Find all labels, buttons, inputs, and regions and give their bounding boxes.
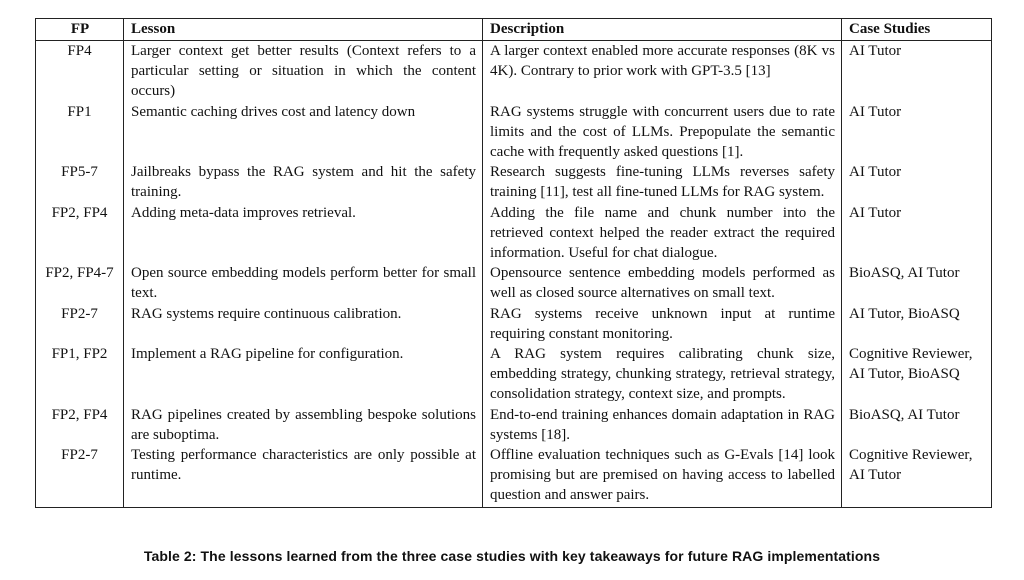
header-fp: FP (36, 19, 124, 41)
cell-case-studies: BioASQ, AI Tutor (842, 405, 992, 445)
cell-case-studies: AI Tutor (842, 203, 992, 264)
table-row (36, 304, 992, 344)
table-row (36, 405, 992, 445)
table-row (36, 344, 992, 405)
table-header-row (36, 19, 992, 41)
table-row (36, 203, 992, 264)
cell-case-studies: AI Tutor (842, 102, 992, 163)
table-row (36, 41, 992, 102)
cell-case-studies: Cognitive Reviewer, AI Tutor, BioASQ (842, 344, 992, 405)
cell-case-studies: AI Tutor (842, 41, 992, 102)
header-description: Description (483, 19, 842, 41)
cell-description: A larger context enabled more accurate responses (8K vs 4K). Contrary to prior work with GPT-3.5 [13] (483, 41, 842, 102)
cell-fp: FP2, FP4 (36, 203, 124, 264)
cell-lesson: Implement a RAG pipeline for configuration. (124, 344, 483, 405)
cell-description: A RAG system requires calibrating chunk size, embedding strategy, chunking strategy, retrieval strategy, consolidation strategy, context size, and prompts. (483, 344, 842, 405)
cell-description: Offline evaluation techniques such as G-Evals [14] look promising but are premised on having access to labelled question and answer pairs. (483, 445, 842, 507)
table-row (36, 263, 992, 303)
cell-description: RAG systems struggle with concurrent users due to rate limits and the cost of LLMs. Prepopulate the semantic cache with frequently asked questions [1]. (483, 102, 842, 163)
table-row (36, 445, 992, 507)
cell-fp: FP2-7 (36, 304, 124, 344)
table-row (36, 102, 992, 163)
cell-lesson: Adding meta-data improves retrieval. (124, 203, 483, 264)
cell-lesson: Open source embedding models perform better for small text. (124, 263, 483, 303)
header-case-studies: Case Studies (842, 19, 992, 41)
header-lesson: Lesson (124, 19, 483, 41)
cell-fp: FP2-7 (36, 445, 124, 507)
cell-lesson: Larger context get better results (Context refers to a particular setting or situation in which the content occurs) (124, 41, 483, 102)
cell-fp: FP1, FP2 (36, 344, 124, 405)
lessons-table (35, 18, 992, 508)
cell-fp: FP1 (36, 102, 124, 163)
cell-description: End-to-end training enhances domain adaptation in RAG systems [18]. (483, 405, 842, 445)
cell-lesson: Testing performance characteristics are only possible at runtime. (124, 445, 483, 507)
cell-description: RAG systems receive unknown input at runtime requiring constant monitoring. (483, 304, 842, 344)
cell-lesson: Jailbreaks bypass the RAG system and hit the safety training. (124, 162, 483, 202)
cell-description: Adding the file name and chunk number into the retrieved context helped the reader extract the required information. Useful for chat dialogue. (483, 203, 842, 264)
cell-case-studies: BioASQ, AI Tutor (842, 263, 992, 303)
cell-fp: FP5-7 (36, 162, 124, 202)
cell-fp: FP2, FP4 (36, 405, 124, 445)
table-caption: Table 2: The lessons learned from the three case studies with key takeaways for future RAG implementations (143, 548, 881, 564)
cell-case-studies: Cognitive Reviewer, AI Tutor (842, 445, 992, 507)
cell-lesson: Semantic caching drives cost and latency down (124, 102, 483, 163)
table-row (36, 162, 992, 202)
lessons-table-container (35, 18, 991, 508)
cell-description: Opensource sentence embedding models performed as well as closed source alternatives on small text. (483, 263, 842, 303)
cell-case-studies: AI Tutor, BioASQ (842, 304, 992, 344)
cell-description: Research suggests fine-tuning LLMs reverses safety training [11], test all fine-tuned LLMs for RAG system. (483, 162, 842, 202)
cell-fp: FP4 (36, 41, 124, 102)
cell-lesson: RAG pipelines created by assembling bespoke solutions are suboptima. (124, 405, 483, 445)
cell-case-studies: AI Tutor (842, 162, 992, 202)
cell-fp: FP2, FP4-7 (36, 263, 124, 303)
cell-lesson: RAG systems require continuous calibration. (124, 304, 483, 344)
